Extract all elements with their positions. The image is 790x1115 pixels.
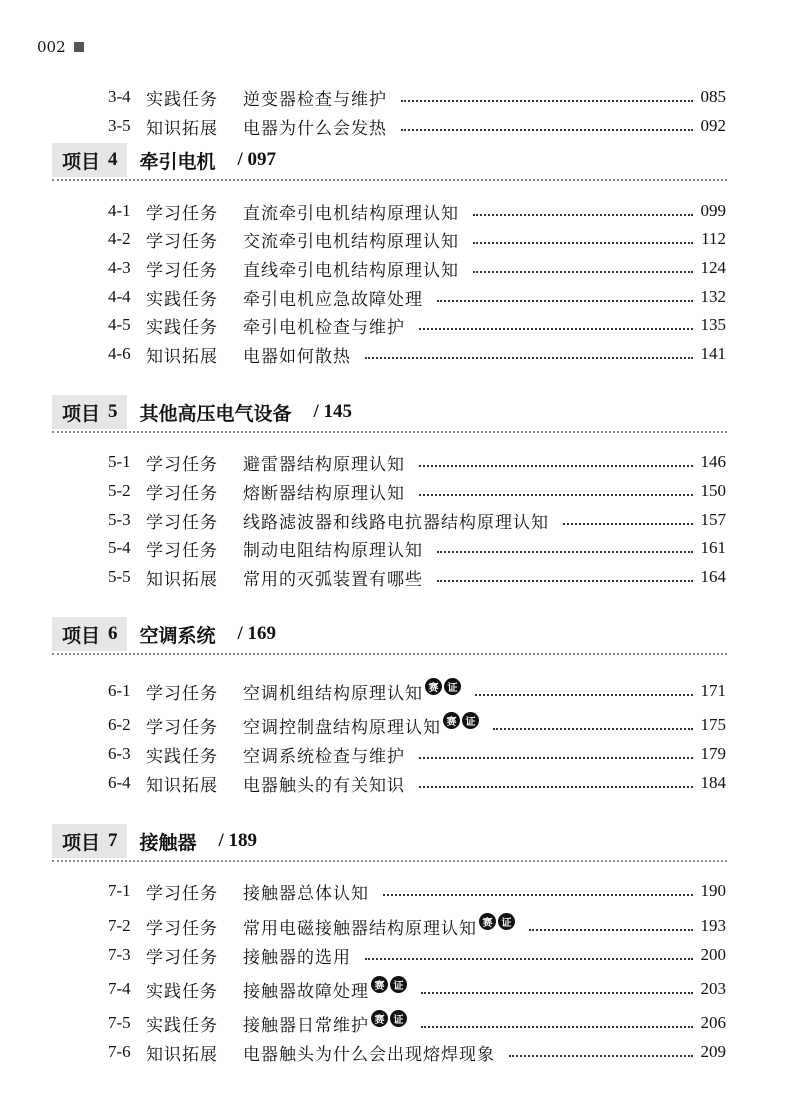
dot-leader: [437, 580, 693, 582]
entry-category: 实践任务: [146, 289, 218, 310]
entry-title: 空调机组结构原理认知: [243, 683, 423, 704]
dot-leader: [419, 328, 693, 330]
dot-leader: [419, 465, 693, 467]
entry-title: 电器为什么会发热: [243, 118, 387, 139]
entry-number: 6-3: [108, 744, 131, 763]
toc-entry[interactable]: [108, 84, 726, 110]
entry-page: 161: [700, 538, 726, 557]
dot-leader: [437, 551, 693, 553]
dot-leader: [473, 242, 693, 244]
entry-title: 线路滤波器和线路电抗器结构原理认知: [243, 512, 549, 533]
entry-title: 交流牵引电机结构原理认知: [243, 231, 459, 252]
entry-category: 学习任务: [146, 260, 218, 281]
entry-page: 112: [701, 229, 726, 248]
toc-entry[interactable]: [108, 770, 726, 796]
toc-entry[interactable]: [108, 255, 726, 281]
project-number: 7: [108, 830, 118, 851]
entry-title: 制动电阻结构原理认知: [243, 540, 423, 561]
square-icon: [74, 42, 84, 52]
entry-number: 4-1: [108, 201, 131, 220]
entry-number: 4-4: [108, 287, 131, 306]
entry-title-group: [243, 450, 405, 475]
dot-leader: [437, 300, 693, 302]
toc-entry[interactable]: [108, 507, 726, 533]
entry-title: 常用电磁接触器结构原理认知: [243, 918, 477, 939]
entry-page: 184: [700, 773, 726, 792]
project-number: 6: [108, 623, 118, 644]
entry-category: 学习任务: [146, 512, 218, 533]
toc-entry[interactable]: [108, 341, 726, 367]
project-heading-text: [62, 143, 276, 177]
project-heading[interactable]: [52, 143, 727, 177]
toc-entry[interactable]: [108, 564, 726, 590]
toc-entry[interactable]: [108, 878, 726, 904]
entry-title-group: [243, 679, 461, 704]
entry-page: 209: [700, 1042, 726, 1061]
entry-category: 知识拓展: [146, 118, 218, 139]
entry-page: 179: [700, 744, 726, 763]
entry-category: 学习任务: [146, 918, 218, 939]
entry-page: 206: [700, 1013, 726, 1032]
page-number: 002: [37, 38, 66, 56]
entry-number: 5-4: [108, 538, 131, 557]
project-heading-text: [62, 824, 257, 858]
entry-category: 学习任务: [146, 717, 218, 738]
entry-page: 200: [700, 945, 726, 964]
entry-title-group: [243, 313, 405, 338]
entry-title-group: [243, 977, 407, 1002]
entry-title-group: [243, 914, 515, 939]
entry-title: 空调控制盘结构原理认知: [243, 717, 441, 738]
entry-title-group: [243, 342, 351, 367]
entry-number: 7-4: [108, 979, 131, 998]
project-name: 其他高压电气设备: [139, 402, 292, 425]
entry-number: 6-2: [108, 715, 131, 734]
project-label: 项目: [62, 150, 101, 173]
entry-title-group: [243, 1040, 495, 1065]
toc-entry[interactable]: [108, 198, 726, 224]
entry-category: 学习任务: [146, 947, 218, 968]
entry-title-group: [243, 565, 423, 590]
entry-number: 7-6: [108, 1042, 131, 1061]
entry-category: 实践任务: [146, 981, 218, 1002]
certificate-badge: 证: [390, 1010, 407, 1027]
dot-leader: [509, 1055, 693, 1057]
dot-leader: [421, 1026, 693, 1028]
entry-number: 5-3: [108, 510, 131, 529]
entry-title-group: [243, 536, 423, 561]
toc-entry[interactable]: [108, 312, 726, 338]
dotted-divider: [52, 653, 727, 655]
entry-number: 7-2: [108, 916, 131, 935]
entry-title: 电器触头的有关知识: [243, 775, 405, 796]
entry-page: 132: [700, 287, 726, 306]
competition-badge: 赛: [371, 976, 388, 993]
entry-title-group: [243, 285, 423, 310]
dot-leader: [365, 958, 693, 960]
toc-entry[interactable]: [108, 913, 726, 939]
project-number: 5: [108, 401, 118, 422]
entry-category: 学习任务: [146, 883, 218, 904]
entry-title: 熔断器结构原理认知: [243, 483, 405, 504]
entry-title-group: [243, 713, 479, 738]
toc-entry[interactable]: [108, 976, 726, 1002]
certificate-badge: 证: [444, 678, 461, 695]
entry-category: 实践任务: [146, 746, 218, 767]
project-page: / 145: [313, 401, 353, 422]
project-label: 项目: [62, 402, 101, 425]
entry-title-group: [243, 742, 405, 767]
entry-title: 直线牵引电机结构原理认知: [243, 260, 459, 281]
entry-title: 牵引电机检查与维护: [243, 317, 405, 338]
entry-title: 避雷器结构原理认知: [243, 454, 405, 475]
dot-leader: [493, 728, 693, 730]
entry-number: 5-2: [108, 481, 131, 500]
entry-title-group: [243, 114, 387, 139]
project-label: 项目: [62, 831, 101, 854]
project-heading[interactable]: [52, 824, 727, 858]
dot-leader: [421, 992, 693, 994]
entry-category: 学习任务: [146, 203, 218, 224]
project-number: 4: [108, 149, 118, 170]
entry-page: 135: [700, 315, 726, 334]
entry-number: 5-5: [108, 567, 131, 586]
toc-entry[interactable]: [108, 942, 726, 968]
entry-title: 电器如何散热: [243, 346, 351, 367]
entry-number: 4-5: [108, 315, 131, 334]
entry-category: 学习任务: [146, 454, 218, 475]
entry-category: 实践任务: [146, 317, 218, 338]
entry-number: 6-1: [108, 681, 131, 700]
entry-title-group: [243, 508, 549, 533]
toc-entry[interactable]: [108, 449, 726, 475]
entry-number: 6-4: [108, 773, 131, 792]
dotted-divider: [52, 179, 727, 181]
toc-entry[interactable]: [108, 712, 726, 738]
competition-badge: 赛: [479, 913, 496, 930]
toc-entry[interactable]: [108, 1010, 726, 1036]
toc-entry[interactable]: [108, 678, 726, 704]
entry-page: 092: [700, 116, 726, 135]
entry-title: 空调系统检查与维护: [243, 746, 405, 767]
entry-category: 实践任务: [146, 1015, 218, 1036]
entry-title-group: [243, 479, 405, 504]
entry-title-group: [243, 256, 459, 281]
entry-title-group: [243, 227, 459, 252]
entry-page: 146: [700, 452, 726, 471]
toc-entry[interactable]: [108, 478, 726, 504]
entry-title: 电器触头为什么会出现熔焊现象: [243, 1044, 495, 1065]
entry-number: 5-1: [108, 452, 131, 471]
entry-category: 知识拓展: [146, 775, 218, 796]
dot-leader: [473, 271, 693, 273]
project-name: 空调系统: [139, 624, 216, 647]
entry-title: 牵引电机应急故障处理: [243, 289, 423, 310]
entry-title: 接触器故障处理: [243, 981, 369, 1002]
entry-title-group: [243, 85, 387, 110]
certificate-badge: 证: [498, 913, 515, 930]
project-name: 接触器: [139, 831, 197, 854]
dot-leader: [419, 757, 693, 759]
entry-page: 157: [700, 510, 726, 529]
toc-entry[interactable]: [108, 284, 726, 310]
entry-number: 7-5: [108, 1013, 131, 1032]
project-page: / 189: [218, 830, 258, 851]
dot-leader: [383, 894, 693, 896]
entry-page: 171: [700, 681, 726, 700]
entry-page: 124: [700, 258, 726, 277]
entry-page: 141: [700, 344, 726, 363]
dot-leader: [419, 786, 693, 788]
entry-number: 4-2: [108, 229, 131, 248]
page-header: [37, 38, 84, 56]
project-page: / 169: [237, 623, 277, 644]
entry-page: 099: [700, 201, 726, 220]
entry-number: 4-6: [108, 344, 131, 363]
dot-leader: [419, 494, 693, 496]
entry-number: 4-3: [108, 258, 131, 277]
entry-number: 7-1: [108, 881, 131, 900]
entry-title: 接触器的选用: [243, 947, 351, 968]
entry-title-group: [243, 879, 369, 904]
project-heading-text: [62, 395, 352, 429]
project-heading-text: [62, 617, 276, 651]
entry-category: 知识拓展: [146, 1044, 218, 1065]
entry-title: 接触器总体认知: [243, 883, 369, 904]
certificate-badge: 证: [462, 712, 479, 729]
toc-entry[interactable]: [108, 741, 726, 767]
toc-entry[interactable]: [108, 535, 726, 561]
entry-title: 常用的灭弧装置有哪些: [243, 569, 423, 590]
competition-badge: 赛: [443, 712, 460, 729]
dot-leader: [475, 694, 693, 696]
entry-category: 知识拓展: [146, 569, 218, 590]
dot-leader: [563, 523, 693, 525]
competition-badge: 赛: [371, 1010, 388, 1027]
project-label: 项目: [62, 624, 101, 647]
entry-page: 190: [700, 881, 726, 900]
toc-entry[interactable]: [108, 1039, 726, 1065]
entry-category: 实践任务: [146, 89, 218, 110]
entry-category: 学习任务: [146, 231, 218, 252]
project-heading[interactable]: [52, 617, 727, 651]
entry-title: 直流牵引电机结构原理认知: [243, 203, 459, 224]
dot-leader: [365, 357, 693, 359]
entry-category: 学习任务: [146, 683, 218, 704]
entry-page: 150: [700, 481, 726, 500]
dot-leader: [529, 929, 693, 931]
entry-page: 085: [700, 87, 726, 106]
toc-entry[interactable]: [108, 113, 726, 139]
entry-page: 164: [700, 567, 726, 586]
entry-page: 175: [700, 715, 726, 734]
competition-badge: 赛: [425, 678, 442, 695]
project-page: / 097: [237, 149, 277, 170]
toc-entry[interactable]: [108, 226, 726, 252]
entry-title: 逆变器检查与维护: [243, 89, 387, 110]
entry-category: 学习任务: [146, 483, 218, 504]
dot-leader: [473, 214, 693, 216]
dot-leader: [401, 100, 693, 102]
certificate-badge: 证: [390, 976, 407, 993]
entry-title-group: [243, 199, 459, 224]
entry-page: 203: [700, 979, 726, 998]
dotted-divider: [52, 431, 727, 433]
entry-number: 7-3: [108, 945, 131, 964]
dot-leader: [401, 129, 693, 131]
entry-title: 接触器日常维护: [243, 1015, 369, 1036]
entry-page: 193: [700, 916, 726, 935]
dotted-divider: [52, 860, 727, 862]
entry-category: 学习任务: [146, 540, 218, 561]
project-name: 牵引电机: [139, 150, 216, 173]
entry-title-group: [243, 943, 351, 968]
entry-title-group: [243, 771, 405, 796]
project-heading[interactable]: [52, 395, 727, 429]
entry-title-group: [243, 1011, 407, 1036]
entry-number: 3-5: [108, 116, 131, 135]
entry-category: 知识拓展: [146, 346, 218, 367]
entry-number: 3-4: [108, 87, 131, 106]
